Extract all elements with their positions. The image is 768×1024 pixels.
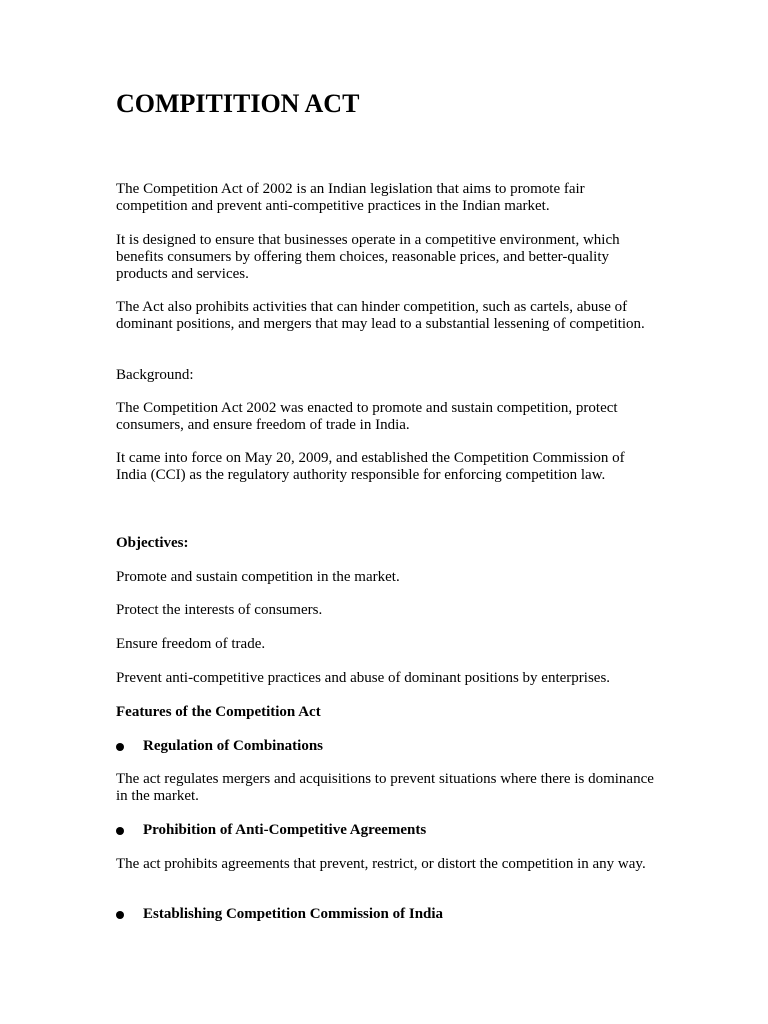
intro-paragraph-2: It is designed to ensure that businesses operate in a competitive environment, which benefits consumers by offering them choices, reasonable prices, and better-quality products and services.	[116, 232, 620, 282]
background-heading: Background:	[116, 367, 194, 383]
objective-item-3: Ensure freedom of trade.	[116, 636, 266, 652]
feature-description: The act regulates mergers and acquisitions to prevent situations where there is dominance in the market.	[116, 771, 654, 804]
features-heading: Features of the Competition Act	[116, 704, 321, 720]
bullet-icon	[116, 911, 124, 919]
feature-title: Regulation of Combinations	[143, 738, 324, 754]
feature-title: Prohibition of Anti-Competitive Agreements	[143, 822, 427, 838]
objective-item-1: Promote and sustain competition in the market.	[116, 569, 400, 585]
bullet-icon	[116, 743, 124, 751]
objective-item-2: Protect the interests of consumers.	[116, 602, 323, 618]
objectives-heading: Objectives:	[116, 535, 189, 551]
background-paragraph-1: The Competition Act 2002 was enacted to promote and sustain competition, protect consumers, and ensure freedom of trade in India.	[116, 400, 618, 433]
document-title: COMPITITION ACT	[116, 89, 360, 118]
intro-paragraph-3: The Act also prohibits activities that can hinder competition, such as cartels, abuse of dominant positions, and mergers that may lead to a substantial lessening of competition.	[116, 299, 645, 332]
background-paragraph-2: It came into force on May 20, 2009, and established the Competition Commission of India (CCI) as the regulatory authority responsible for enforcing competition law.	[116, 450, 625, 483]
bullet-icon	[116, 827, 124, 835]
feature-title: Establishing Competition Commission of India	[143, 906, 444, 922]
objective-item-4: Prevent anti-competitive practices and abuse of dominant positions by enterprises.	[116, 670, 611, 686]
intro-paragraph-1: The Competition Act of 2002 is an Indian legislation that aims to promote fair competition and prevent anti-competitive practices in the Indian market.	[116, 181, 585, 214]
feature-description: The act prohibits agreements that prevent, restrict, or distort the competition in any way.	[116, 856, 646, 872]
